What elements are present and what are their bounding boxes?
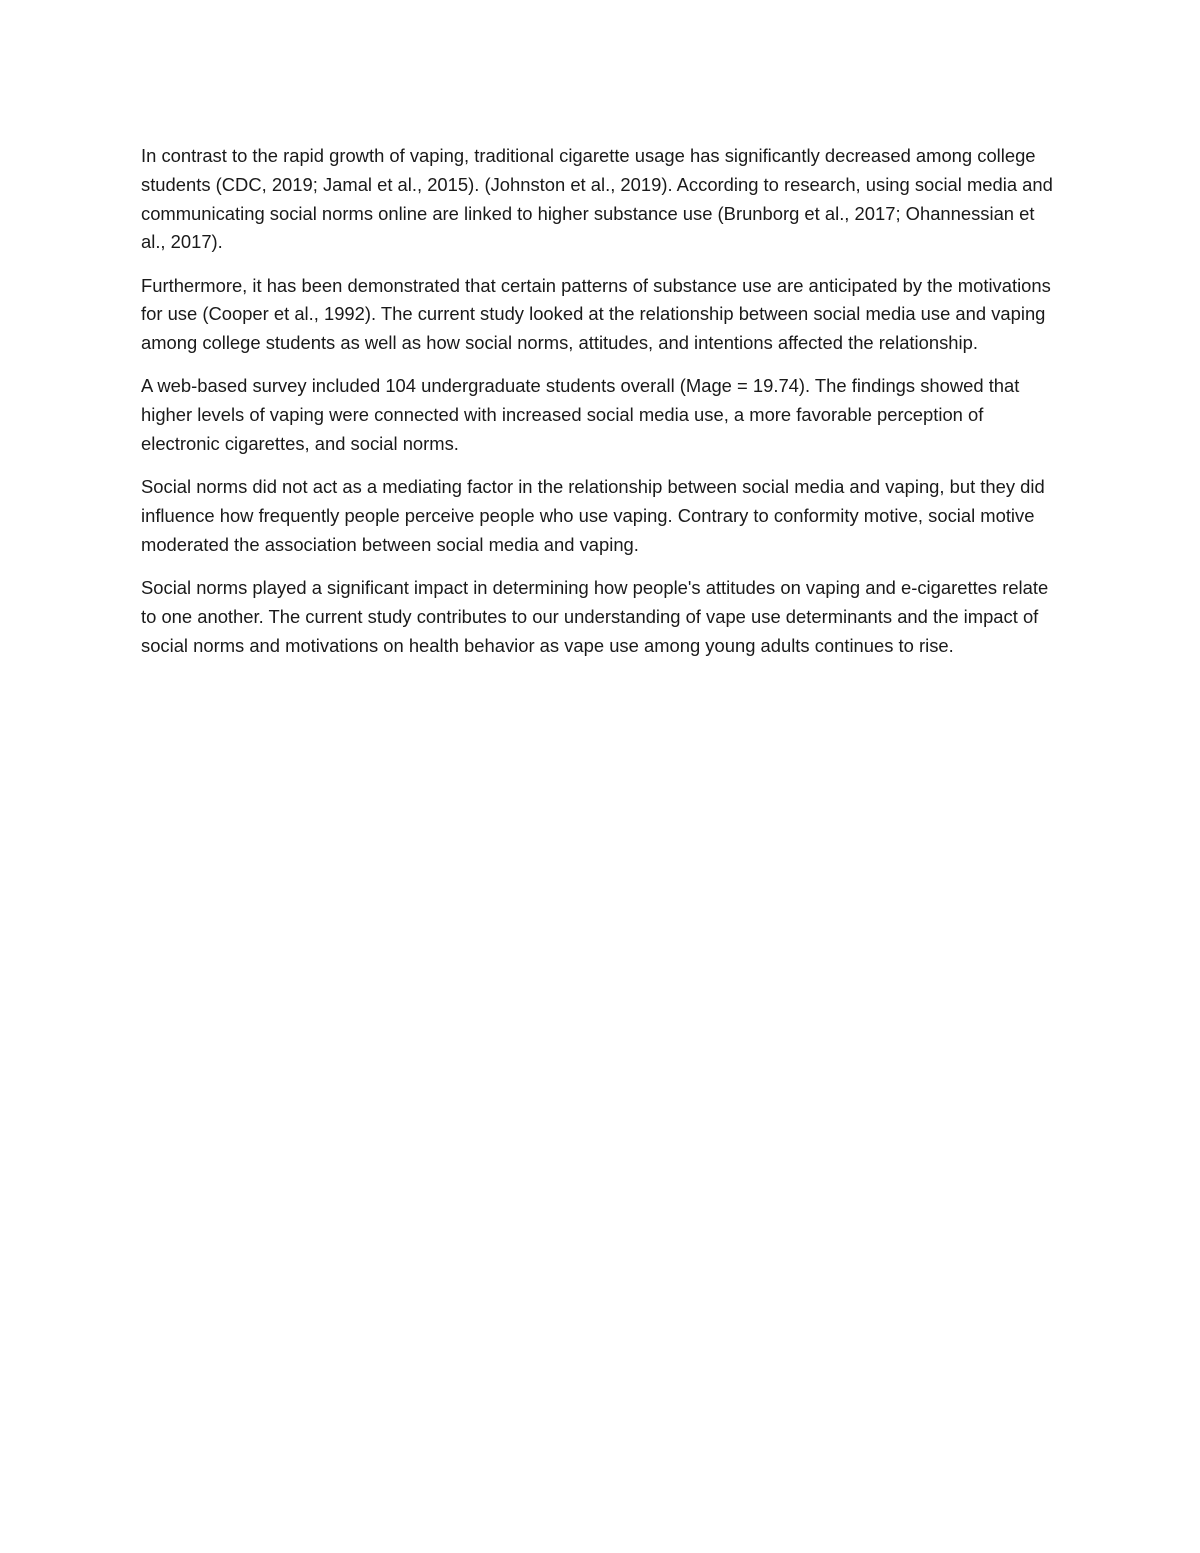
- paragraph-1: In contrast to the rapid growth of vaping, traditional cigarette usage has significantly decreased among college students (CDC, 2019; Jamal et al., 2015). (Johnston et al., 2019). According to research, using social media and communicating social norms online are linked to higher substance use (Brunborg et al., 2017; Ohannessian et al., 2017).: [141, 145, 1053, 253]
- paragraph-4: Social norms did not act as a mediating factor in the relationship between social media and vaping, but they did influence how frequently people perceive people who use vaping. Contrary to conformity motive, social motive moderated the association between social media and vaping.: [141, 476, 1045, 555]
- paragraph-3: A web-based survey included 104 undergraduate students overall (Mage = 19.74). The findings showed that higher levels of vaping were connected with increased social media use, a more favorable perception of electronic cigarettes, and social norms.: [141, 375, 1020, 454]
- paragraph-2: Furthermore, it has been demonstrated that certain patterns of substance use are anticipated by the motivations for use (Cooper et al., 1992). The current study looked at the relationship between social media use and vaping among college students as well as how social norms, attitudes, and intentions affected the relationship.: [141, 274, 1051, 354]
- paragraph-5: Social norms played a significant impact in determining how people's attitudes on vaping and e-cigarettes relate to one another. The current study contributes to our understanding of vape use determinants and the impact of social norms and motivations on health behavior as vape use among young adults continues to rise.: [141, 576, 1049, 656]
- document-body: [141, 142, 1061, 675]
